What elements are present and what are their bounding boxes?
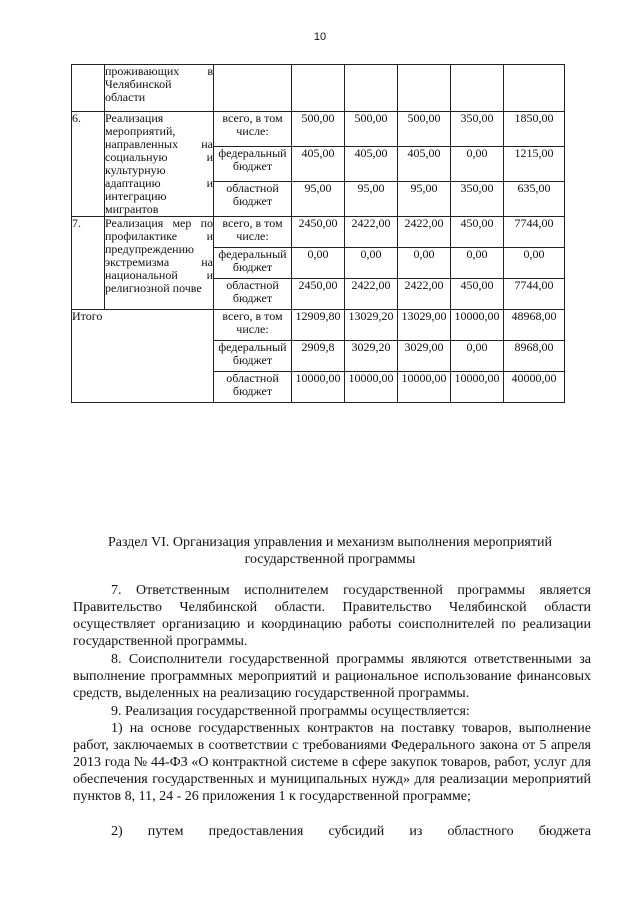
measure-name-cell: Реализация мер по профилактике и предупреждению экстремизма на национальной и религиозной почве [105,217,214,310]
value-cell: 405,00 [398,147,451,182]
funding-type-cell: областной бюджет [214,372,292,403]
value-cell: 2422,00 [398,279,451,310]
table-row [72,65,565,112]
value-cell: 10000,00 [345,372,398,403]
value-cell: 10000,00 [451,310,504,341]
page-number: 10 [313,31,327,43]
funding-type-cell: областной бюджет [214,182,292,217]
value-cell: 500,00 [398,112,451,147]
value-cell [451,65,504,112]
value-cell: 2422,00 [398,217,451,248]
measure-name-cell: проживающих в Челябинской области [105,65,214,112]
funding-type-cell: федеральный бюджет [214,147,292,182]
value-cell: 95,00 [292,182,345,217]
value-cell: 0,00 [292,248,345,279]
value-cell: 1215,00 [504,147,565,182]
paragraph-9-item-1: 1) на основе государственных контрактов на поставку товаров, выполнение работ, заключаемых в соответствии с требованиями Федерального закона от 5 апреля 2013 года № 44-ФЗ «О контрактной системе в сфере закупок товаров, работ, услуг для обеспечения государственных и муниципальных нужд» для реализации мероприятий пунктов 8, 11, 24 - 26 приложения 1 к государственной программе; [73,721,591,804]
value-cell: 350,00 [451,112,504,147]
value-cell: 2450,00 [292,279,345,310]
table-row [72,310,565,341]
paragraph-7: 7. Ответственным исполнителем государственной программы является Правительство Челябинской области. Правительство Челябинской области осуществляет организацию и координацию работы соисполнителей по реализации государственной программы. [73,583,591,649]
value-cell: 13029,00 [398,310,451,341]
value-cell: 2422,00 [345,279,398,310]
measure-name-cell: Реализация мероприятий, направленных на социальную и культурную адаптацию и интеграцию мигрантов [105,111,213,216]
value-cell: 1850,00 [504,112,565,147]
value-cell: 405,00 [345,147,398,182]
paragraph-9-item-2: 2) путем предоставления субсидий из областного бюджета [111,824,591,839]
row-number-cell: 6. [72,112,105,217]
table-row [72,112,565,147]
value-cell: 3029,20 [345,341,398,372]
funding-type-cell: федеральный бюджет [214,248,292,279]
table-row [72,217,565,248]
value-cell: 2909,8 [292,341,345,372]
value-cell [504,65,565,112]
value-cell: 10000,00 [451,372,504,403]
value-cell: 0,00 [398,248,451,279]
value-cell: 3029,00 [398,341,451,372]
value-cell: 10000,00 [398,372,451,403]
value-cell: 7744,00 [504,217,565,248]
value-cell [398,65,451,112]
total-label-cell: Итого [72,310,214,403]
value-cell: 405,00 [292,147,345,182]
value-cell: 635,00 [504,182,565,217]
value-cell: 0,00 [451,147,504,182]
value-cell: 7744,00 [504,279,565,310]
row-number-cell: 7. [72,217,105,310]
value-cell [345,65,398,112]
value-cell: 48968,00 [504,310,565,341]
value-cell [292,65,345,112]
value-cell: 500,00 [345,112,398,147]
funding-type-cell: всего, в том числе: [214,112,292,147]
paragraph-8: 8. Соисполнители государственной программы являются ответственными за выполнение программных мероприятий и рациональное использование финансовых средств, выделенных на реализацию государственной программы. [73,652,591,701]
value-cell: 13029,20 [345,310,398,341]
value-cell: 0,00 [451,248,504,279]
funding-type-cell: областной бюджет [214,279,292,310]
funding-type-cell: всего, в том числе: [214,217,292,248]
value-cell: 95,00 [398,182,451,217]
value-cell: 0,00 [504,248,565,279]
value-cell: 2422,00 [345,217,398,248]
value-cell: 500,00 [292,112,345,147]
value-cell: 95,00 [345,182,398,217]
funding-type-cell: всего, в том числе: [214,310,292,341]
section-heading: Раздел VI. Организация управления и механизм выполнения мероприятий государственной программы [108,535,552,567]
value-cell: 8968,00 [504,341,565,372]
value-cell: 450,00 [451,279,504,310]
value-cell: 12909,80 [292,310,345,341]
value-cell: 0,00 [451,341,504,372]
funding-type-cell [214,65,292,112]
row-number-cell [72,65,105,112]
value-cell: 2450,00 [292,217,345,248]
value-cell: 0,00 [345,248,398,279]
value-cell: 10000,00 [292,372,345,403]
value-cell: 350,00 [451,182,504,217]
funding-type-cell: федеральный бюджет [214,341,292,372]
paragraph-9: 9. Реализация государственной программы осуществляется: [111,704,470,719]
value-cell: 450,00 [451,217,504,248]
value-cell: 40000,00 [504,372,565,403]
budget-table [71,64,565,403]
